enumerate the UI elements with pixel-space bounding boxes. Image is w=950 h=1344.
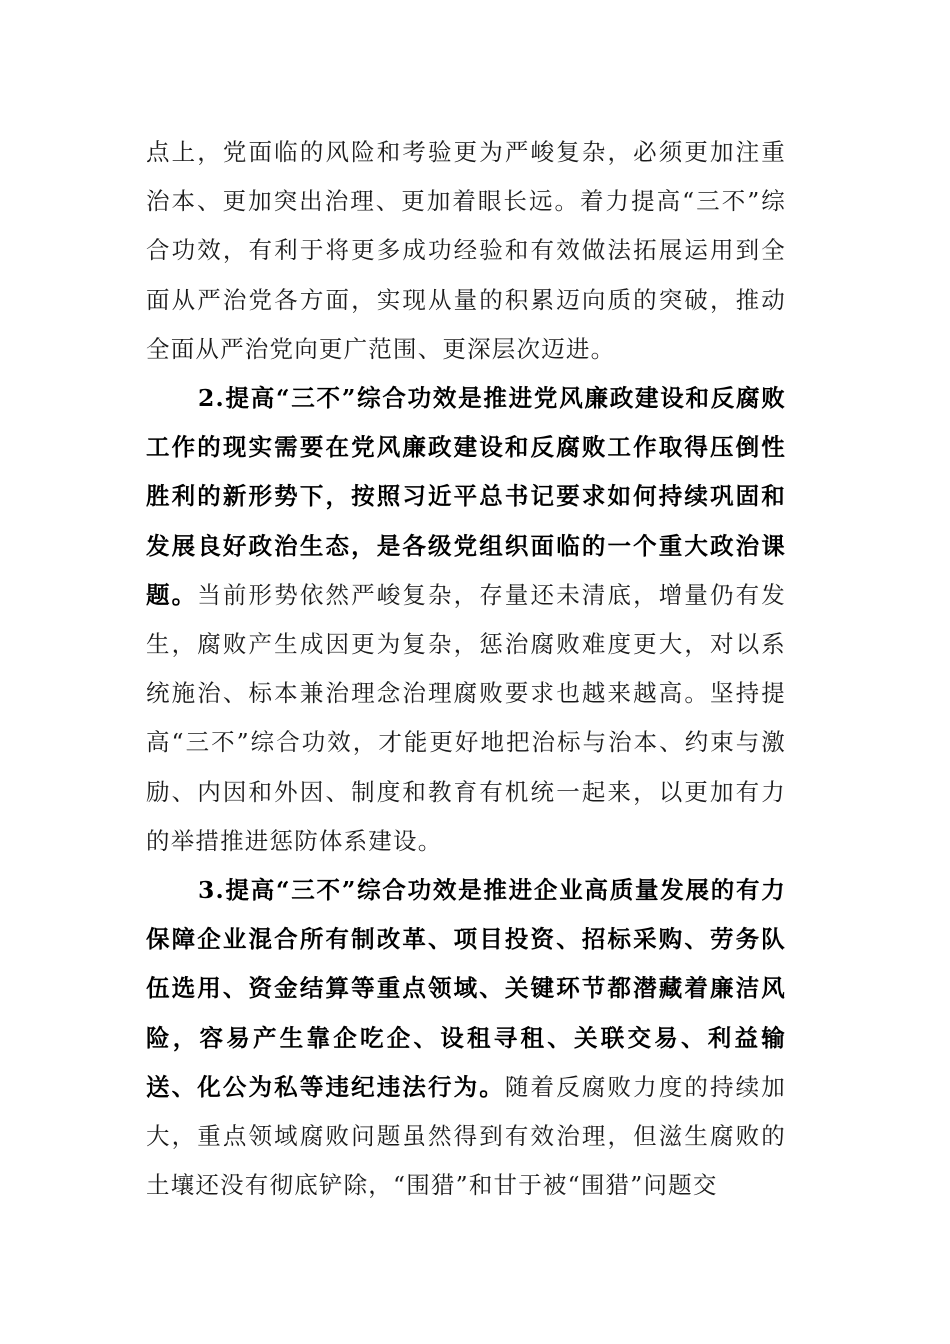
paragraph-1-text: 点上，党面临的风险和考验更为严峻复杂，必须更加注重治本、更加突出治理、更加着眼长远。着力提高“三不”综合功效，有利于将更多成功经验和有效做法拓展运用到全面从严治党各方面，实现从量的积累迈向质的突破，推动全面从严治党向更广范围、更深层次迈进。	[146, 138, 786, 363]
paragraph-3	[146, 866, 786, 1210]
paragraph-3-text: 随着反腐败力度的持续加大，重点领域腐败问题虽然得到有效治理，但滋生腐败的土壤还没有彻底铲除，“围猎”和甘于被“围猎”问题交	[146, 1072, 786, 1200]
paragraph-2	[146, 374, 786, 866]
paragraph-2-text: 当前形势依然严峻复杂，存量还未清底，增量仍有发生，腐败产生成因更为复杂，惩治腐败难度更大，对以系统施治、标本兼治理念治理腐败要求也越来越高。坚持提高“三不”综合功效，才能更好地把治标与治本、约束与激励、内因和外因、制度和教育有机统一起来，以更加有力的举措推进惩防体系建设。	[146, 580, 786, 855]
paragraph-3-heading: 3.提高“三不”综合功效是推进企业高质量发展的有力保障企业混合所有制改革、项目投资、招标采购、劳务队伍选用、资金结算等重点领域、关键环节都潜藏着廉洁风险，容易产生靠企吃企、设租寻租、关联交易、利益输送、化公为私等违纪违法行为。	[146, 876, 786, 1101]
paragraph-1	[146, 128, 786, 374]
paragraph-2-heading: 2.提高“三不”综合功效是推进党风廉政建设和反腐败工作的现实需要在党风廉政建设和反腐败工作取得压倒性胜利的新形势下，按照习近平总书记要求如何持续巩固和发展良好政治生态，是各级党组织面临的一个重大政治课题。	[146, 384, 786, 609]
document-page	[146, 128, 786, 1210]
